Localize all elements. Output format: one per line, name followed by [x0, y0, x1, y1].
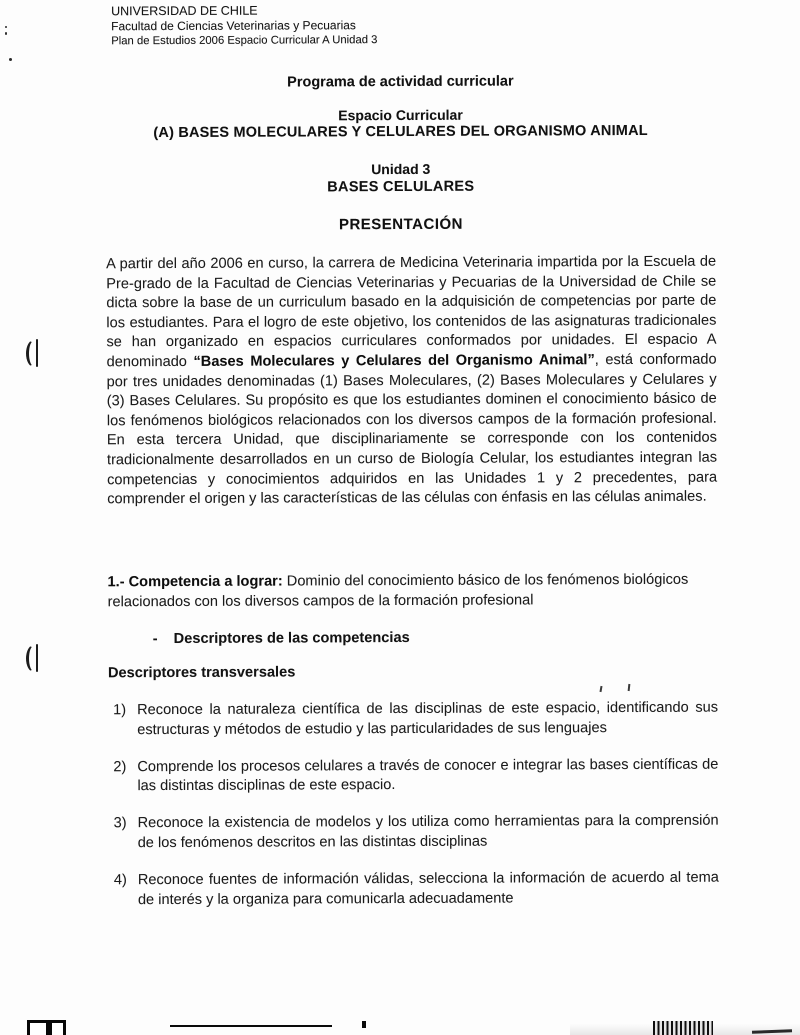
descriptor-item-number: 1) — [113, 702, 127, 719]
descriptores-transversales-subheading: Descriptores transversales — [107, 664, 296, 682]
competencia-paragraph — [107, 571, 717, 613]
presentation-bold-phrase: “Bases Moleculares y Celulares del Organismo Animal” — [193, 352, 595, 370]
descriptor-item-text: Reconoce fuentes de información válidas, selecciona la información de acuerdo al tema de interés y la organiza para comunicarla adecuadamente — [137, 869, 719, 908]
unidad-title: BASES CELULARES — [327, 178, 475, 196]
scan-edge-hatch-mark — [653, 1021, 713, 1035]
dash-bullet: - — [152, 631, 158, 648]
scan-edge-mark — [49, 1020, 66, 1035]
descriptor-item-number: 4) — [113, 871, 127, 889]
descriptores-heading: Descriptores de las competencias — [173, 629, 410, 647]
competencia-text: Dominio del conocimiento básico de los fenómenos biológicos relacionados con los diversos campos de la formación profesional — [107, 571, 689, 610]
institution-name: UNIVERSIDAD DE CHILE — [111, 3, 258, 19]
faculty-name: Facultad de Ciencias Veterinarias y Pecuarias — [111, 18, 356, 34]
espacio-curricular-title: (A) BASES MOLECULARES Y CELULARES DEL ORGANISMO ANIMAL — [153, 122, 648, 142]
scan-bottom-edge — [0, 1015, 800, 1035]
descriptor-item-number: 3) — [113, 815, 127, 832]
descriptores-heading-row — [153, 630, 410, 647]
descriptor-item-3 — [114, 812, 719, 854]
descriptor-item-text: Reconoce la naturaleza científica de las disciplinas de este espacio, identificando sus estructuras y métodos de estudio y las particularidades de sus lenguajes — [137, 699, 719, 738]
presentation-text-before: A partir del año 2006 en curso, la carrera de Medicina Veterinaria impartida por la Escuela de Pre-grado de la Facultad de Ciencias Veterinarias y Pecuarias de la Universidad de Chile se dicta sobre la base de un curriculum basado en la adquisición de competencias por parte de los estudiantes. Para el logro de este objetivo, los contenidos de las asignaturas tradicionales se han organizado en espacios curriculares conformados por unidades. El espacio A denominado — [106, 253, 717, 371]
study-plan-line: Plan de Estudios 2006 Espacio Curricular A Unidad 3 — [111, 34, 378, 48]
descriptor-item-1 — [113, 699, 718, 741]
scan-edge-mark — [362, 1021, 366, 1028]
unidad-label: Unidad 3 — [371, 160, 431, 178]
descriptor-item-2 — [113, 755, 718, 797]
presentacion-heading: PRESENTACIÓN — [338, 215, 464, 234]
descriptor-list — [113, 699, 719, 928]
espacio-curricular-label: Espacio Curricular — [338, 106, 463, 124]
descriptor-item-number: 2) — [113, 758, 127, 775]
presentation-text-after: , está conformado por tres unidades denominadas (1) Bases Moleculares, (2) Bases Moleculares y Celulares y (3) Bases Celulares. Su propósito es que los estudiantes dominen el conocimiento básico de los fenómenos biológicos relacionados con los diversos campos de la formación profesional. En esta tercera Unidad, que disciplinariamente se corresponde con los contenidos tradicionalmente desarrollados en un curso de Biología Celular, los estudiantes integran las competencias y conocimientos adquiridos en las Unidades 1 y 2 precedentes, para comprender el origen y las características de las células con énfasis en las células animales. — [106, 351, 718, 508]
competencia-label: 1.- Competencia a lograr: — [107, 573, 283, 591]
presentation-paragraph — [106, 253, 717, 510]
program-title: Programa de actividad curricular — [287, 73, 514, 91]
scan-edge-line — [170, 1025, 332, 1028]
scan-edge-mark — [27, 1020, 49, 1035]
descriptor-item-text: Reconoce la existencia de modelos y los utiliza como herramientas para la comprensión de los fenómenos descritos en las distintas disciplinas — [137, 812, 719, 852]
descriptor-item-4 — [114, 868, 719, 910]
descriptor-item-text: Comprende los procesos celulares a través de conocer e integrar las bases científicas de las distintas disciplinas de este espacio. — [137, 756, 719, 795]
document-header — [111, 3, 377, 49]
